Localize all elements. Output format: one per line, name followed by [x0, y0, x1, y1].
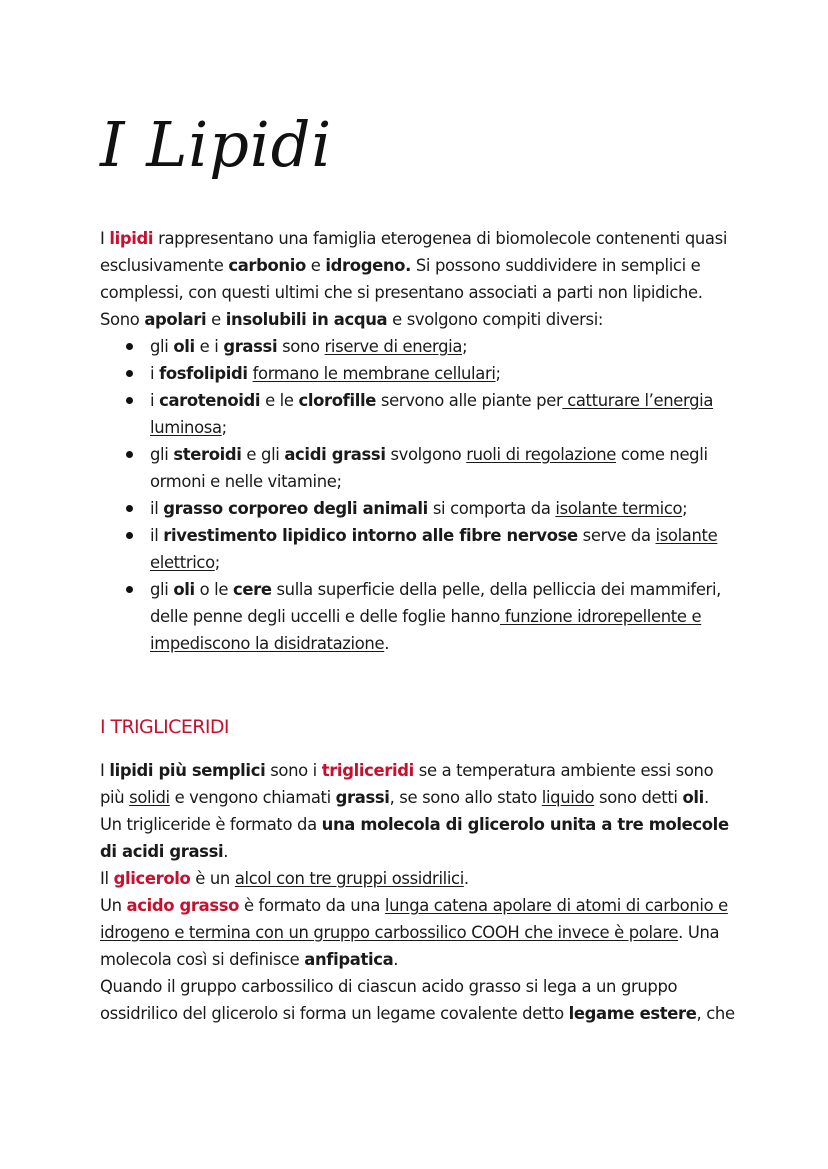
term-carbonio: carbonio: [228, 256, 306, 275]
paragraph: Quando il gruppo carbossilico di ciascun acido grasso si lega a un gruppo ossidrilico del glicerolo si forma un legame covalente detto legame estere, che: [100, 977, 735, 1023]
trigliceridi-section-body: [100, 757, 740, 1027]
term-idrogeno: idrogeno.: [325, 256, 411, 275]
paragraph: I lipidi più semplici sono i trigliceridi se a temperatura ambiente essi sono più solidi e vengono chiamati grassi, se sono allo stato liquido sono detti oli.: [100, 761, 714, 807]
intro-paragraph: I lipidi rappresentano una famiglia eterogenea di biomolecole contenenti quasi esclusivamente carbonio e idrogeno. Si possono suddividere in semplici e complessi, con questi ultimi che si presentano associati a parti non lipidiche. Sono apolari e insolubili in acqua e svolgono compiti diversi:: [100, 229, 728, 329]
list-item: il grasso corporeo degli animali si comporta da isolante termico;: [100, 495, 740, 522]
list-item: gli oli e i grassi sono riserve di energia;: [100, 333, 740, 360]
paragraph: Il glicerolo è un alcol con tre gruppi ossidrilici.: [100, 869, 469, 888]
list-item: i carotenoidi e le clorofille servono alle piante per catturare l’energia luminosa;: [100, 387, 740, 441]
term-insolubili: insolubili in acqua: [225, 310, 388, 329]
page-title: I Lipidi: [100, 108, 333, 181]
term-lipidi: lipidi: [109, 229, 154, 248]
lipid-functions-list: [100, 333, 740, 657]
paragraph: Un acido grasso è formato da una lunga catena apolare di atomi di carbonio e idrogeno e termina con un gruppo carbossilico COOH che invece è polare. Una molecola così si definisce anfipatica.: [100, 896, 728, 969]
term-apolari: apolari: [144, 310, 207, 329]
list-item: i fosfolipidi formano le membrane cellulari;: [100, 360, 740, 387]
list-item: il rivestimento lipidico intorno alle fibre nervose serve da isolante elettrico;: [100, 522, 740, 576]
section-heading-trigliceridi: I TRIGLICERIDI: [100, 716, 229, 738]
paragraph: Un trigliceride è formato da una molecola di glicerolo unita a tre molecole di acidi grassi.: [100, 815, 729, 861]
list-item: gli steroidi e gli acidi grassi svolgono ruoli di regolazione come negli ormoni e nelle vitamine;: [100, 441, 740, 495]
list-item: gli oli o le cere sulla superficie della pelle, della pelliccia dei mammiferi, delle penne degli uccelli e delle foglie hanno funzione idrorepellente e impediscono la disidratazione.: [100, 576, 740, 657]
